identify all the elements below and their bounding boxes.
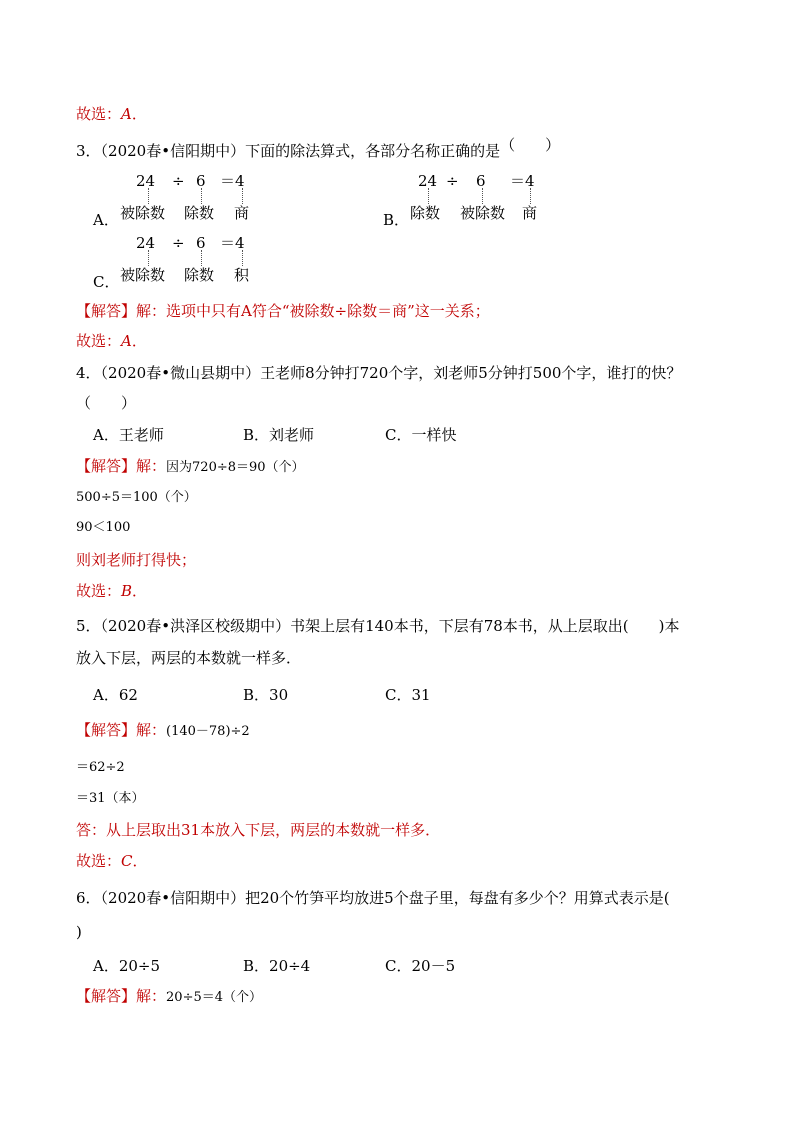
q4-paren: （ ） [76, 394, 137, 412]
q4-stem: 4．（2020春•微山县期中）王老师8分钟打720个字，刘老师5分钟打500个字，谁打的快？ [76, 364, 682, 382]
q5-stem: 5．（2020春•洪泽区校级期中）书架上层有140本书，下层有78本书，从上层取出( )本 [76, 617, 680, 635]
q3-option-a-diagram [120, 172, 280, 222]
name-label: 被除数 [120, 266, 166, 284]
calc-line: 20÷5＝4（个） [166, 990, 263, 1005]
dotted-line [242, 250, 243, 266]
dotted-line [482, 188, 483, 204]
q3-option-b-letter: B． [383, 211, 410, 229]
divide-sign: ÷ [172, 172, 185, 190]
q3-solution [76, 301, 490, 321]
dividend: 24 [136, 234, 156, 252]
q4-solution [76, 456, 305, 478]
q3-option-c-letter: C． [93, 273, 120, 291]
dotted-line [201, 188, 202, 204]
name-label: 积 [234, 266, 250, 284]
answer-prefix: 故选： [76, 105, 122, 123]
divisor: 6 [196, 234, 206, 252]
q5-stem-2: 放入下层，两层的本数就一样多． [76, 649, 302, 667]
dotted-line [428, 188, 429, 204]
q3-stem [76, 136, 561, 161]
q4-answer [76, 581, 147, 601]
solution-label: 【解答】 [76, 721, 137, 739]
solution-head: 解： [136, 987, 167, 1005]
answer-choice: C [121, 852, 133, 870]
answer-suffix: ． [131, 332, 147, 350]
q5-solution [76, 720, 250, 742]
answer-suffix: ． [132, 582, 148, 600]
answer-prefix: 故选： [76, 332, 122, 350]
dotted-line [148, 250, 149, 266]
answer-choice: B [121, 582, 133, 600]
q6-stem: 6．（2020春•信阳期中）把20个竹笋平均放进5个盘子里，每盘有多少个？用算式表示是( [76, 889, 670, 907]
q3-option-b-diagram [410, 172, 570, 222]
solution-label: 【解答】 [76, 457, 137, 475]
quotient: ＝4 [510, 172, 535, 190]
solution-head: 解： [136, 721, 167, 739]
q5-option-a: A．62 [93, 686, 138, 704]
q6-solution [76, 986, 262, 1008]
dotted-line [148, 188, 149, 204]
q6-stem-2: ) [76, 923, 82, 941]
q4-calc-line-2: 500÷5＝100（个） [76, 490, 197, 505]
q6-option-c: C．20－5 [385, 957, 456, 975]
dotted-line [530, 188, 531, 204]
dotted-line [242, 188, 243, 204]
q5-calc-line-2: ＝62÷2 [76, 760, 125, 775]
q4-conclusion: 则刘老师打得快； [76, 551, 197, 569]
name-label: 被除数 [120, 204, 166, 222]
name-label: 被除数 [460, 204, 506, 222]
product: ＝4 [220, 234, 245, 252]
q3-answer [76, 331, 147, 351]
answer-prefix: 故选： [76, 582, 122, 600]
answer-prefix: 故选： [76, 852, 122, 870]
dividend: 24 [136, 172, 156, 190]
answer-suffix: ． [132, 852, 148, 870]
divide-sign: ÷ [172, 234, 185, 252]
q5-option-c: C．31 [385, 686, 431, 704]
calc-line: 因为720÷8＝90（个） [166, 460, 305, 475]
q4-option-b: B．刘老师 [243, 426, 315, 444]
solution-label: 【解答】 [76, 302, 137, 320]
solution-text: 解：选项中只有A符合“被除数÷除数＝商”这一关系； [136, 302, 490, 320]
q5-conclusion: 答：从上层取出31本放入下层，两层的本数就一样多． [76, 821, 441, 839]
q3-paren: （ ） [500, 136, 561, 154]
name-label: 商 [522, 204, 538, 222]
q6-option-a: A．20÷5 [93, 957, 161, 975]
name-label: 除数 [184, 204, 215, 222]
name-label: 除数 [184, 266, 215, 284]
q4-option-c: C．一样快 [385, 426, 457, 444]
answer-suffix: ． [131, 105, 147, 123]
q3-option-c-diagram [120, 234, 280, 284]
q5-answer [76, 851, 148, 871]
dotted-line [201, 250, 202, 266]
prev-answer [76, 104, 147, 124]
q3-option-a-letter: A． [93, 211, 119, 229]
solution-label: 【解答】 [76, 987, 137, 1005]
q4-option-a: A．王老师 [93, 426, 164, 444]
q5-calc-line-3: ＝31（本） [76, 791, 145, 806]
dividend: 24 [418, 172, 438, 190]
q5-option-b: B．30 [243, 686, 289, 704]
divisor: 6 [196, 172, 206, 190]
quotient: ＝4 [220, 172, 245, 190]
divisor: 6 [476, 172, 486, 190]
solution-head: 解： [136, 457, 167, 475]
name-label: 商 [234, 204, 250, 222]
divide-sign: ÷ [446, 172, 459, 190]
q3-stem-text: 3．（2020春•信阳期中）下面的除法算式，各部分名称正确的是 [76, 142, 501, 160]
q6-option-b: B．20÷4 [243, 957, 311, 975]
answer-choice: A [121, 105, 132, 123]
answer-choice: A [121, 332, 132, 350]
name-label: 除数 [410, 204, 441, 222]
q4-calc-line-3: 90＜100 [76, 520, 131, 535]
calc-line: (140－78)÷2 [166, 724, 250, 739]
